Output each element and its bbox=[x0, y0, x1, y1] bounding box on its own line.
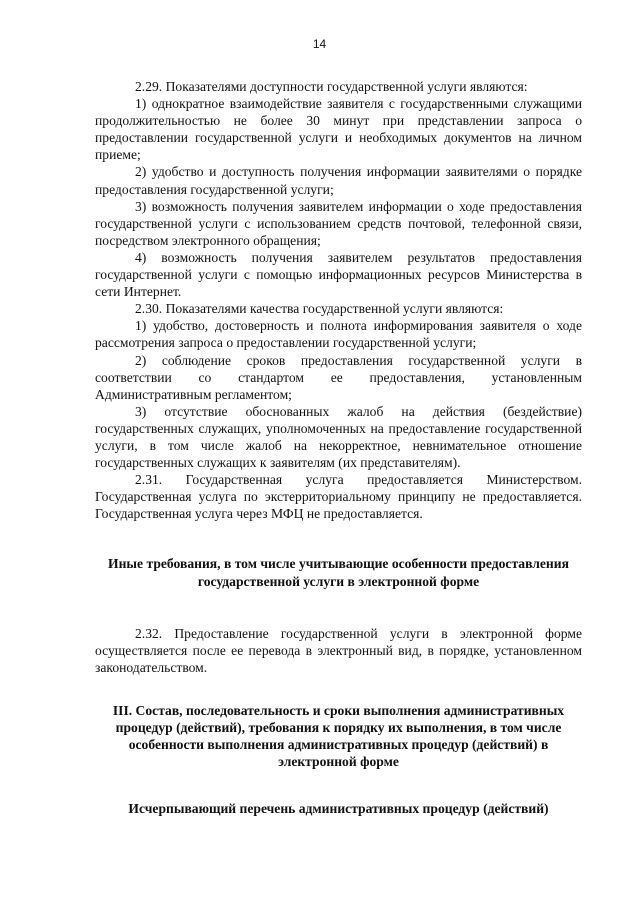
list-item: 3) возможность получения заявителем информации о ходе предоставления государственной услуги с использованием средств почтовой, телефонной связи, посредством электронного обращения; bbox=[95, 198, 582, 248]
list-item: 4) возможность получения заявителем результатов предоставления государственной услуги с помощью информационных ресурсов Министерства в сети Интернет. bbox=[95, 249, 582, 300]
section-heading-electronic-form: Иные требования, в том числе учитывающие особенности предоставления государственной услуги в электронной форме bbox=[108, 556, 569, 589]
list-item: 2) соблюдение сроков предоставления государственной услуги в соответствии со стандартом ее предоставления, установленным Административным регламентом; bbox=[95, 352, 582, 402]
paragraph-2-29: 2.29. Показателями доступности государственной услуги являются: bbox=[135, 79, 528, 94]
paragraph-2-31: 2.31. Государственная услуга предоставляется Министерством. Государственная услуга по экстерриториальному принципу не предоставляется. Государственная услуга через МФЦ не предоставляется. bbox=[95, 472, 582, 522]
section-heading-procedures-list: Исчерпывающий перечень административных процедур (действий) bbox=[128, 801, 549, 817]
paragraph-2-30: 2.30. Показателями качества государственной услуги являются: bbox=[135, 301, 504, 317]
list-item: 2) удобство и доступность получения информации заявителями о порядке предоставления государственной услуги; bbox=[95, 164, 582, 197]
page-number: 14 bbox=[312, 37, 327, 51]
list-item: 3) отсутствие обоснованных жалоб на действия (бездействие) государственных служащих, уполномоченных на предоставление государственной услуги, в том числе жалоб на некорректное, невнимательное отношение государственных служащих к заявителям (их представителям). bbox=[95, 403, 582, 471]
document-body bbox=[95, 78, 582, 817]
list-item: 1) удобство, достоверность и полнота информирования заявителя о ходе рассмотрения запроса о предоставлении государственной услуги; bbox=[95, 318, 582, 351]
list-item: 1) однократное взаимодействие заявителя с государственными служащими продолжительностью не более 30 минут при представлении запроса о предоставлении государственной услуги и необходимых документов на личном приеме; bbox=[95, 96, 582, 163]
chapter-heading-iii: III. Состав, последовательность и сроки выполнения административных процедур (действий), требования к порядку их выполнения, в том числе особенности выполнения административных процедур (действий) в электронной форме bbox=[112, 702, 565, 770]
paragraph-2-32: 2.32. Предоставление государственной услуги в электронной форме осуществляется после ее перевода в электронный вид, в порядке, установленном законодательством. bbox=[95, 625, 582, 675]
